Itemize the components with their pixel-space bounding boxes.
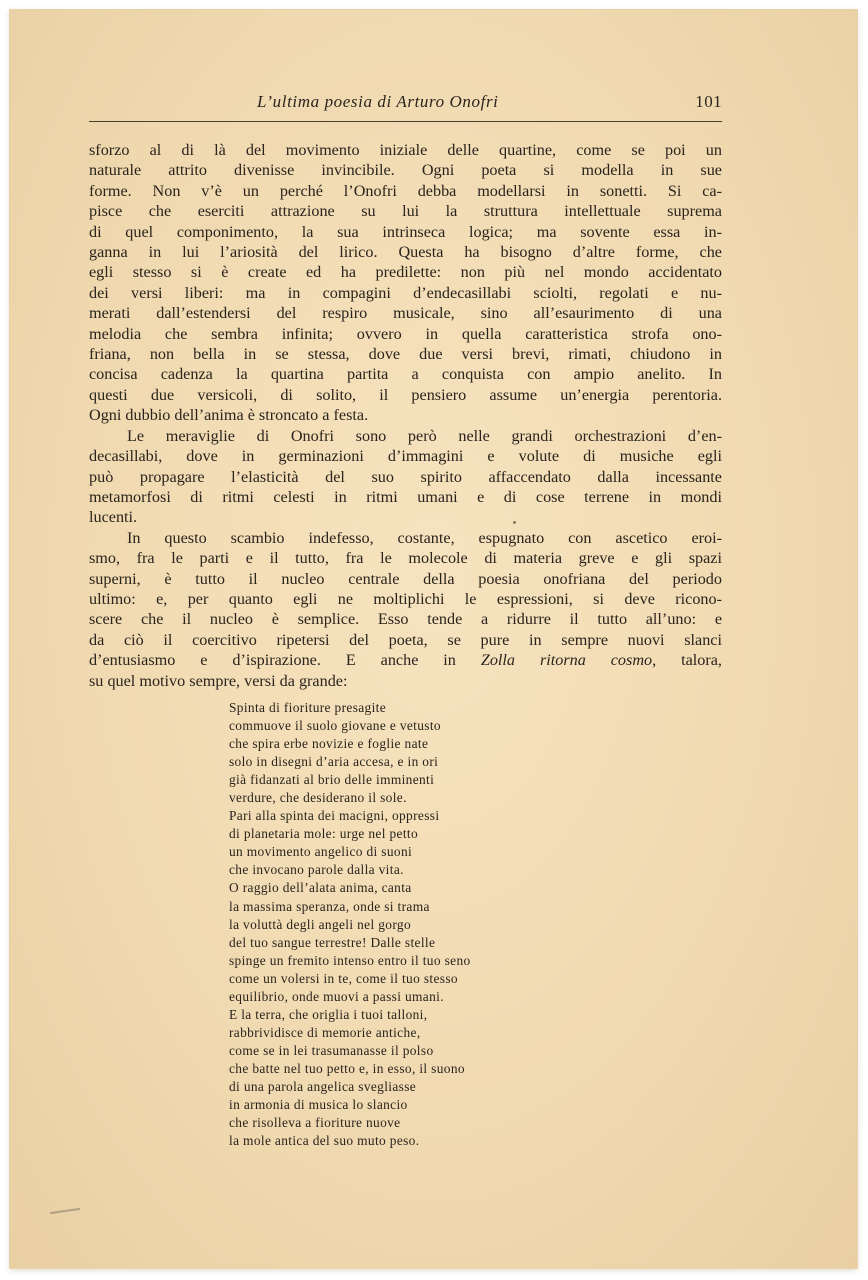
poem-line: Pari alla spinta dei macigni, oppressi — [229, 808, 440, 824]
text-line: ganna in lui l’ariosità del lirico. Questa ha bisogno d’altre forme, che — [89, 243, 722, 262]
poem-line: commuove il suolo giovane e vetusto — [229, 718, 441, 734]
prose-body — [89, 140, 722, 691]
poem-line: già fidanzati al brio delle imminenti — [229, 772, 435, 788]
poem-line: di planetaria mole: urge nel petto — [229, 826, 419, 842]
poem-line: in armonia di musica lo slancio — [229, 1097, 408, 1113]
text-line: egli stesso si è create ed ha predilette: non più nel mondo accidentato — [89, 263, 722, 282]
poem-line: che spira erbe novizie e foglie nate — [229, 736, 429, 752]
text-line: forme. Non v’è un perché l’Onofri debba modellarsi in sonetti. Si ca- — [89, 181, 722, 200]
running-title: L’ultima poesia di Arturo Onofri — [257, 92, 499, 111]
paragraph-3 — [89, 528, 722, 691]
text-line: Ogni dubbio dell’anima è stroncato a festa. — [89, 406, 369, 425]
text-line: naturale attrito divenisse invincibile. Ogni poeta si modella in sue — [89, 161, 722, 180]
text-line: ultimo: e, per quanto egli ne moltiplichi le espressioni, si deve ricono- — [89, 589, 722, 608]
text-line: sforzo al di là del movimento iniziale delle quartine, come se poi un — [89, 141, 722, 159]
text-line: da ciò il coercitivo ripetersi del poeta, se pure in sempre nuovi slanci — [89, 630, 722, 649]
poem-line: spinge un fremito intenso entro il tuo seno — [229, 952, 471, 968]
text-segment: d’entusiasmo e d’ispirazione. E anche in — [89, 651, 481, 670]
text-line: Le meraviglie di Onofri sono però nelle grandi orchestrazioni d’en- — [127, 426, 722, 445]
paper-speck — [513, 521, 516, 524]
poem-line: che risolleva a fioriture nuove — [229, 1115, 401, 1131]
poem-quotation — [229, 699, 589, 1150]
text-line: decasillabi, dove in germinazioni d’immagini e volute di musiche egli — [89, 447, 722, 466]
poem-line: che invocano parole dalla vita. — [229, 862, 404, 878]
book-page — [10, 10, 857, 1268]
text-line: melodia che sembra infinita; ovvero in quella caratteristica strofa ono- — [89, 324, 722, 343]
poem-line: solo in disegni d’aria accesa, e in ori — [229, 754, 439, 770]
text-line: merati dall’estendersi del respiro musicale, sino all’esaurimento di una — [89, 304, 722, 323]
text-line: di quel componimento, la sua intrinseca logica; ma sovente essa in- — [89, 222, 722, 241]
text-line: In questo scambio indefesso, costante, espugnato con ascetico eroi- — [127, 528, 722, 547]
poem-line: che batte nel tuo petto e, in esso, il suono — [229, 1060, 465, 1076]
poem-line: Spinta di fioriture presagite — [229, 700, 387, 715]
poem-line: come se in lei trasumanasse il polso — [229, 1042, 434, 1058]
text-line: smo, fra le parti e il tutto, fra le molecole di materia greve e gli spazi — [89, 549, 722, 568]
text-line: superni, è tutto il nucleo centrale della poesia onofriana del periodo — [89, 569, 722, 588]
text-line: metamorfosi di ritmi celesti in ritmi umani e di cose terrene in mondi — [89, 487, 722, 506]
text-line: può propagare l’elasticità del suo spirito affaccendato dalla incessante — [89, 467, 722, 486]
page-number: 101 — [695, 92, 722, 111]
page-frame — [10, 10, 857, 1268]
text-segment: talora, — [656, 651, 722, 670]
text-line: friana, non bella in se stessa, dove due versi brevi, rimati, chiudono in — [89, 345, 722, 364]
text-line — [89, 650, 722, 670]
poem-line: un movimento angelico di suoni — [229, 844, 413, 860]
text-line: pisce che eserciti attrazione su lui la struttura intellettuale suprema — [89, 202, 722, 221]
header-rule — [89, 121, 722, 122]
paragraph-1 — [89, 140, 722, 426]
poem-line: del tuo sangue terrestre! Dalle stelle — [229, 934, 436, 950]
text-line: su quel motivo sempre, versi da grande: — [89, 671, 348, 690]
work-title: Zolla ritorna cosmo, — [480, 651, 657, 670]
text-line: scere che il nucleo è semplice. Esso tende a ridurre il tutto all’uno: e — [89, 610, 722, 629]
text-line: lucenti. — [89, 508, 138, 527]
paragraph-2 — [89, 426, 722, 528]
text-line: dei versi liberi: ma in compagini d’endecasillabi sciolti, regolati e nu- — [89, 283, 722, 302]
text-line: concisa cadenza la quartina partita a conquista con ampio anelito. In — [89, 365, 722, 384]
poem-line: la mole antica del suo muto peso. — [229, 1133, 420, 1149]
poem-line: la voluttà degli angeli nel gorgo — [229, 916, 411, 932]
poem-line: la massima speranza, onde si trama — [229, 898, 430, 914]
poem-line: verdure, che desiderano il sole. — [229, 790, 407, 806]
running-header — [89, 90, 722, 120]
text-line: questi due versicoli, di solito, il pensiero assume un’energia perentoria. — [89, 385, 722, 404]
poem-line: come un volersi in te, come il tuo stesso — [229, 970, 458, 986]
poem-line: O raggio dell’alata anima, canta — [229, 880, 412, 896]
poem-line: di una parola angelica svegliasse — [229, 1078, 417, 1094]
paper-scuff — [50, 1208, 80, 1214]
poem-line: E la terra, che origlia i tuoi talloni, — [229, 1006, 428, 1022]
poem-line: rabbrividisce di memorie antiche, — [229, 1024, 421, 1040]
poem-line: equilibrio, onde muovi a passi umani. — [229, 988, 444, 1004]
